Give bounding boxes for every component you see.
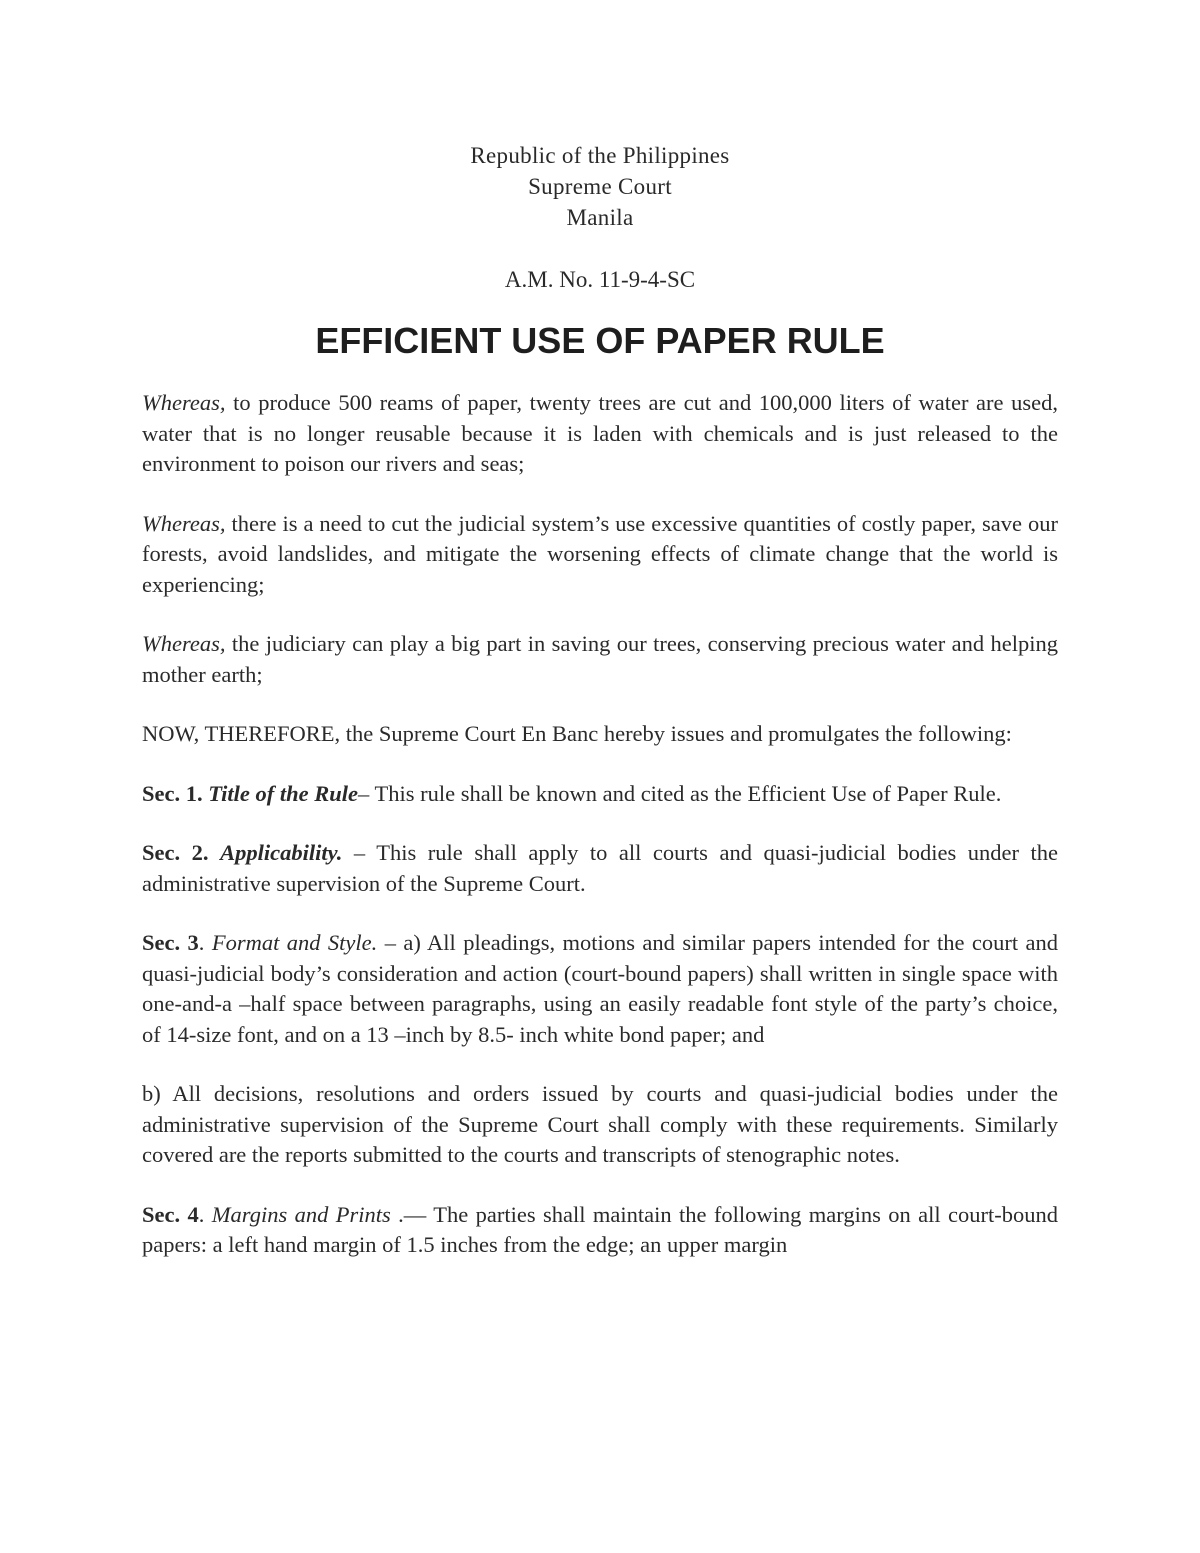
section-4 xyxy=(142,1200,1058,1261)
section-label: Sec. 3 xyxy=(142,930,199,955)
section-3b: b) All decisions, resolutions and orders issued by courts and quasi-judicial bodies under the administrative supervision of the Supreme Court shall comply with these requirements. Similarly covered are the reports submitted to the courts and transcripts of stenographic notes. xyxy=(142,1081,1058,1167)
section-1 xyxy=(142,779,1058,810)
section-text: – a) All pleadings, motions and similar papers intended for the court and quasi-judicial body’s consideration and action (court-bound papers) shall written in single space with one-and-a –half space between paragraphs, using an easily readable font style of the party’s choice, of 14-size font, and on a 13 –inch by 8.5- inch white bond paper; and xyxy=(142,930,1058,1047)
whereas-text: there is a need to cut the judicial system’s use excessive quantities of costly paper, save our forests, avoid landslides, and mitigate the worsening effects of climate change that the world is experiencing; xyxy=(142,510,1058,597)
whereas-clause-2 xyxy=(142,509,1058,601)
therefore-clause: NOW, THEREFORE, the Supreme Court En Banc hereby issues and promulgates the following: xyxy=(142,721,1012,746)
document-page xyxy=(142,140,1058,1261)
section-label: Sec. 2. xyxy=(142,840,209,865)
whereas-lead: Whereas, xyxy=(142,631,226,656)
section-heading: Format and Style. xyxy=(211,930,378,955)
whereas-clause-3 xyxy=(142,629,1058,690)
whereas-lead: Whereas, xyxy=(142,390,226,415)
section-heading: Title of the Rule xyxy=(208,780,359,806)
section-label: Sec. 4 xyxy=(142,1201,199,1227)
whereas-lead: Whereas, xyxy=(142,510,226,536)
section-text: – This rule shall be known and cited as the Efficient Use of Paper Rule. xyxy=(358,780,1002,806)
section-punct: . xyxy=(198,930,212,955)
section-heading: Margins and Prints xyxy=(211,1201,391,1227)
case-number: A.M. No. 11-9-4-SC xyxy=(504,267,696,292)
court-heading: Supreme Court xyxy=(528,174,672,199)
section-label: Sec. 1. xyxy=(142,780,203,806)
whereas-text: to produce 500 reams of paper, twenty trees are cut and 100,000 liters of water are used, water that is no longer reusable because it is laden with chemicals and is just released to the environment to poison our rivers and seas; xyxy=(142,390,1058,476)
whereas-clause-1 xyxy=(142,388,1058,480)
section-2 xyxy=(142,838,1058,899)
city-heading: Manila xyxy=(566,205,634,230)
document-title: EFFICIENT USE OF PAPER RULE xyxy=(315,320,885,361)
section-3a xyxy=(142,928,1058,1050)
section-text: .— The parties shall maintain the following margins on all court-bound papers: a left hand margin of 1.5 inches from the edge; an upper margin xyxy=(142,1201,1059,1257)
country-heading: Republic of the Philippines xyxy=(470,143,730,168)
section-punct: . xyxy=(198,1201,212,1227)
section-heading: Applicability. xyxy=(220,840,343,865)
whereas-text: the judiciary can play a big part in saving our trees, conserving precious water and helping mother earth; xyxy=(142,631,1058,687)
section-text: – This rule shall apply to all courts and quasi-judicial bodies under the administrative supervision of the Supreme Court. xyxy=(142,840,1059,896)
